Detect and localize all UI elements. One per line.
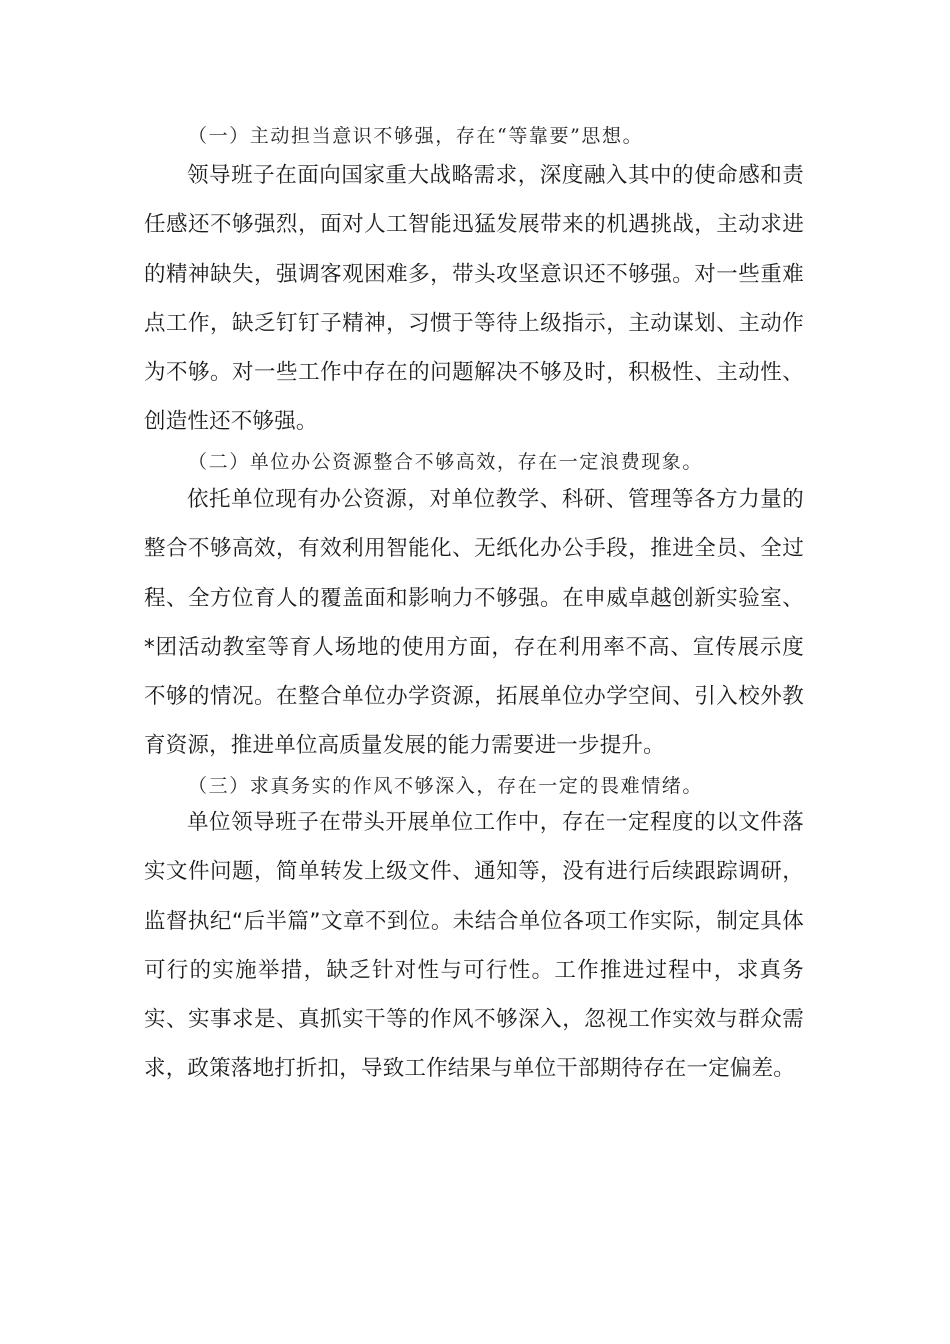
section-2-heading: （二）单位办公资源整合不够高效，存在一定浪费现象。 (188, 451, 704, 473)
section-3-heading: （三）求真务实的作风不够深入，存在一定的畏难情绪。 (188, 775, 704, 797)
section-1-heading: （一）主动担当意识不够强，存在“等靠要”思想。 (188, 125, 644, 147)
section-2-body: 依托单位现有办公资源，对单位教学、科研、管理等各方力量的整合不够高效，有效利用智能化、无纸化办公手段，推进全员、全过程、全方位育人的覆盖面和影响力不够强。在申威卓越创新实验室、*团活动教室等育人场地的使用方面，存在利用率不高、宣传展示度不够的情况。在整合单位办学资源，拓展单位办学空间、引入校外教育资源，推进单位高质量发展的能力需要进一步提升。 (144, 487, 804, 759)
section-1-body: 领导班子在面向国家重大战略需求，深度融入其中的使命感和责任感还不够强烈，面对人工智能迅猛发展带来的机遇挑战，主动求进的精神缺失，强调客观困难多，带头攻坚意识还不够强。对一些重难点工作，缺乏钉钉子精神，习惯于等待上级指示，主动谋划、主动作为不够。对一些工作中存在的问题解决不够及时，积极性、主动性、创造性还不够强。 (144, 163, 804, 435)
section-3-body: 单位领导班子在带头开展单位工作中，存在一定程度的以文件落实文件问题，简单转发上级文件、通知等，没有进行后续跟踪调研，监督执纪“后半篇”文章不到位。未结合单位各项工作实际，制定具体可行的实施举措，缺乏针对性与可行性。工作推进过程中，求真务实、实事求是、真抓实干等的作风不够深入，忽视工作实效与群众需求，政策落地打折扣，导致工作结果与单位干部期待存在一定偏差。 (144, 810, 804, 1082)
